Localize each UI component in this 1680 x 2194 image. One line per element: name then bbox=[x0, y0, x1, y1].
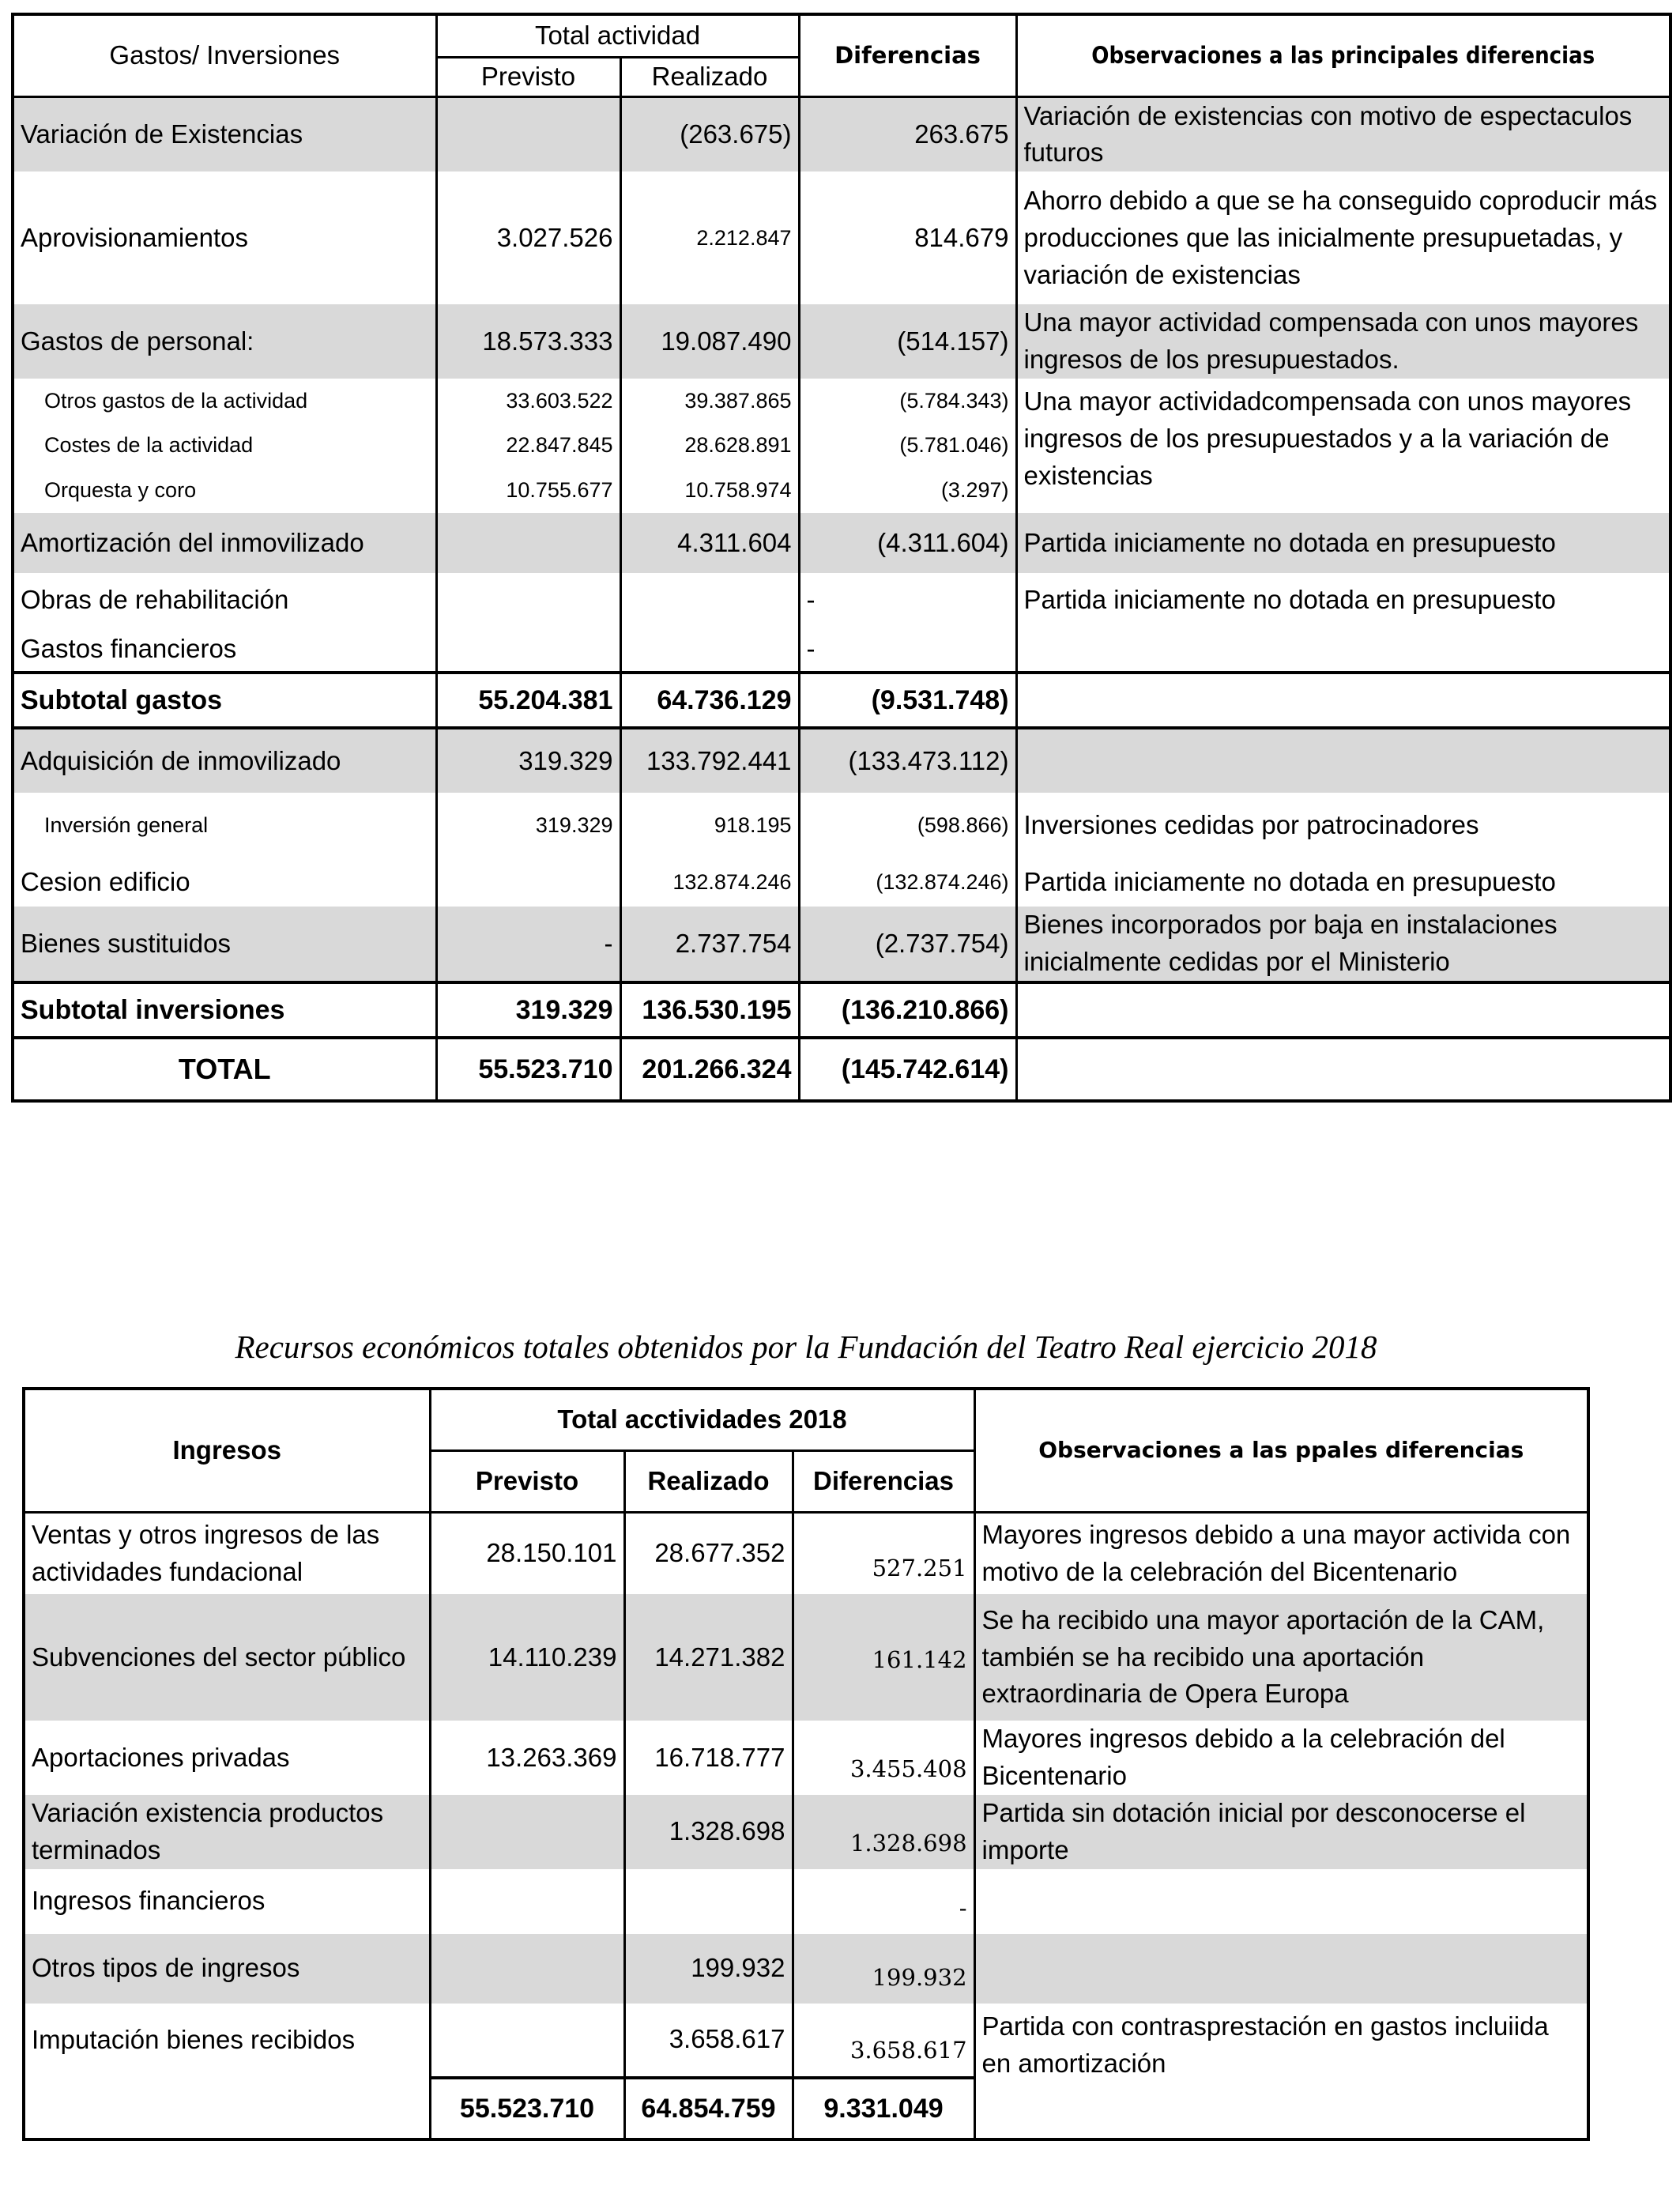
table-row: Cesion edificio 132.874.246 (132.874.246) Partida iniciamente no dotada en presupuesto bbox=[13, 858, 1671, 907]
table-row: Inversión general 319.329 918.195 (598.866) Inversiones cedidas por patrocinadores bbox=[13, 793, 1671, 858]
header-previsto: Previsto bbox=[430, 1450, 624, 1512]
table-row: Bienes sustituidos - 2.737.754 (2.737.754) Bienes incorporados por baja en instalaciones inicialmente cedidas por el Ministerio bbox=[13, 907, 1671, 982]
total-row: TOTAL 55.523.710 201.266.324 (145.742.614) bbox=[13, 1038, 1671, 1101]
table-row: Obras de rehabilitación - Partida iniciamente no dotada en presupuesto bbox=[13, 573, 1671, 627]
header-observaciones: Observaciones a las ppales diferencias bbox=[974, 1389, 1588, 1512]
header-observaciones: Observaciones a las principales diferencias bbox=[1016, 14, 1671, 96]
table-row: Orquesta y coro 10.755.677 10.758.974 (3.297) bbox=[13, 467, 1671, 513]
total-row: 55.523.710 64.854.759 9.331.049 bbox=[24, 2078, 1588, 2139]
table-row: Gastos de personal: 18.573.333 19.087.490 (514.157) Una mayor actividad compensada con unos mayores ingresos de los presupuestados. bbox=[13, 304, 1671, 379]
header-realizado: Realizado bbox=[620, 57, 799, 96]
table-caption: Recursos económicos totales obtenidos por la Fundación del Teatro Real ejercicio 2018 bbox=[235, 1329, 1377, 1365]
header-realizado: Realizado bbox=[624, 1450, 793, 1512]
table-row: Otros gastos de la actividad 33.603.522 39.387.865 (5.784.343) Una mayor actividadcompensada con unos mayores ingresos de los presupuestados y a la variación de existencias bbox=[13, 379, 1671, 423]
header-diferencias: Diferencias bbox=[793, 1450, 974, 1512]
table-row: Aportaciones privadas 13.263.369 16.718.777 3.455.408 Mayores ingresos debido a la celebración del Bicentenario bbox=[24, 1721, 1588, 1795]
header-total-actividades: Total acctividades 2018 bbox=[430, 1389, 974, 1450]
table-row: Variación existencia productos terminados 1.328.698 1.328.698 Partida sin dotación inicial por desconocerse el importe bbox=[24, 1795, 1588, 1869]
table-row: Costes de la actividad 22.847.845 28.628.891 (5.781.046) bbox=[13, 423, 1671, 467]
header-diferencias: Diferencias bbox=[799, 14, 1016, 96]
table-row: Ingresos financieros - bbox=[24, 1869, 1588, 1934]
table-row: Imputación bienes recibidos 3.658.617 3.658.617 Partida con contrasprestación en gastos incluiida en amortización bbox=[24, 2004, 1588, 2078]
header-concept: Gastos/ Inversiones bbox=[13, 14, 436, 96]
subtotal-inversiones-row: Subtotal inversiones 319.329 136.530.195 (136.210.866) bbox=[13, 982, 1671, 1038]
table-row: Adquisición de inmovilizado 319.329 133.792.441 (133.473.112) bbox=[13, 728, 1671, 793]
table-row: Variación de Existencias (263.675) 263.675 Variación de existencias con motivo de espectaculos futuros bbox=[13, 96, 1671, 172]
table-row: Gastos financieros - bbox=[13, 627, 1671, 673]
table-row: Otros tipos de ingresos 199.932 199.932 bbox=[24, 1934, 1588, 2004]
table-row: Subvenciones del sector público 14.110.239 14.271.382 161.142 Se ha recibido una mayor aportación de la CAM, también se ha recibido una aportación extraordinaria de Opera Europa bbox=[24, 1594, 1588, 1721]
table-row: Ventas y otros ingresos de las actividades fundacional 28.150.101 28.677.352 527.251 Mayores ingresos debido a una mayor activida con motivo de la celebración del Bicentenario bbox=[24, 1512, 1588, 1594]
subtotal-gastos-row: Subtotal gastos 55.204.381 64.736.129 (9.531.748) bbox=[13, 673, 1671, 728]
table-row: Amortización del inmovilizado 4.311.604 (4.311.604) Partida iniciamente no dotada en presupuesto bbox=[13, 513, 1671, 573]
header-previsto: Previsto bbox=[436, 57, 620, 96]
table-row: Aprovisionamientos 3.027.526 2.212.847 814.679 Ahorro debido a que se ha conseguido coproducir más producciones que las inicialmente presupuetadas, y variación de existencias bbox=[13, 172, 1671, 304]
header-total-actividad: Total actividad bbox=[436, 14, 799, 57]
expenses-table bbox=[11, 13, 1672, 1103]
income-table bbox=[22, 1387, 1590, 2141]
header-ingresos: Ingresos bbox=[24, 1389, 430, 1512]
